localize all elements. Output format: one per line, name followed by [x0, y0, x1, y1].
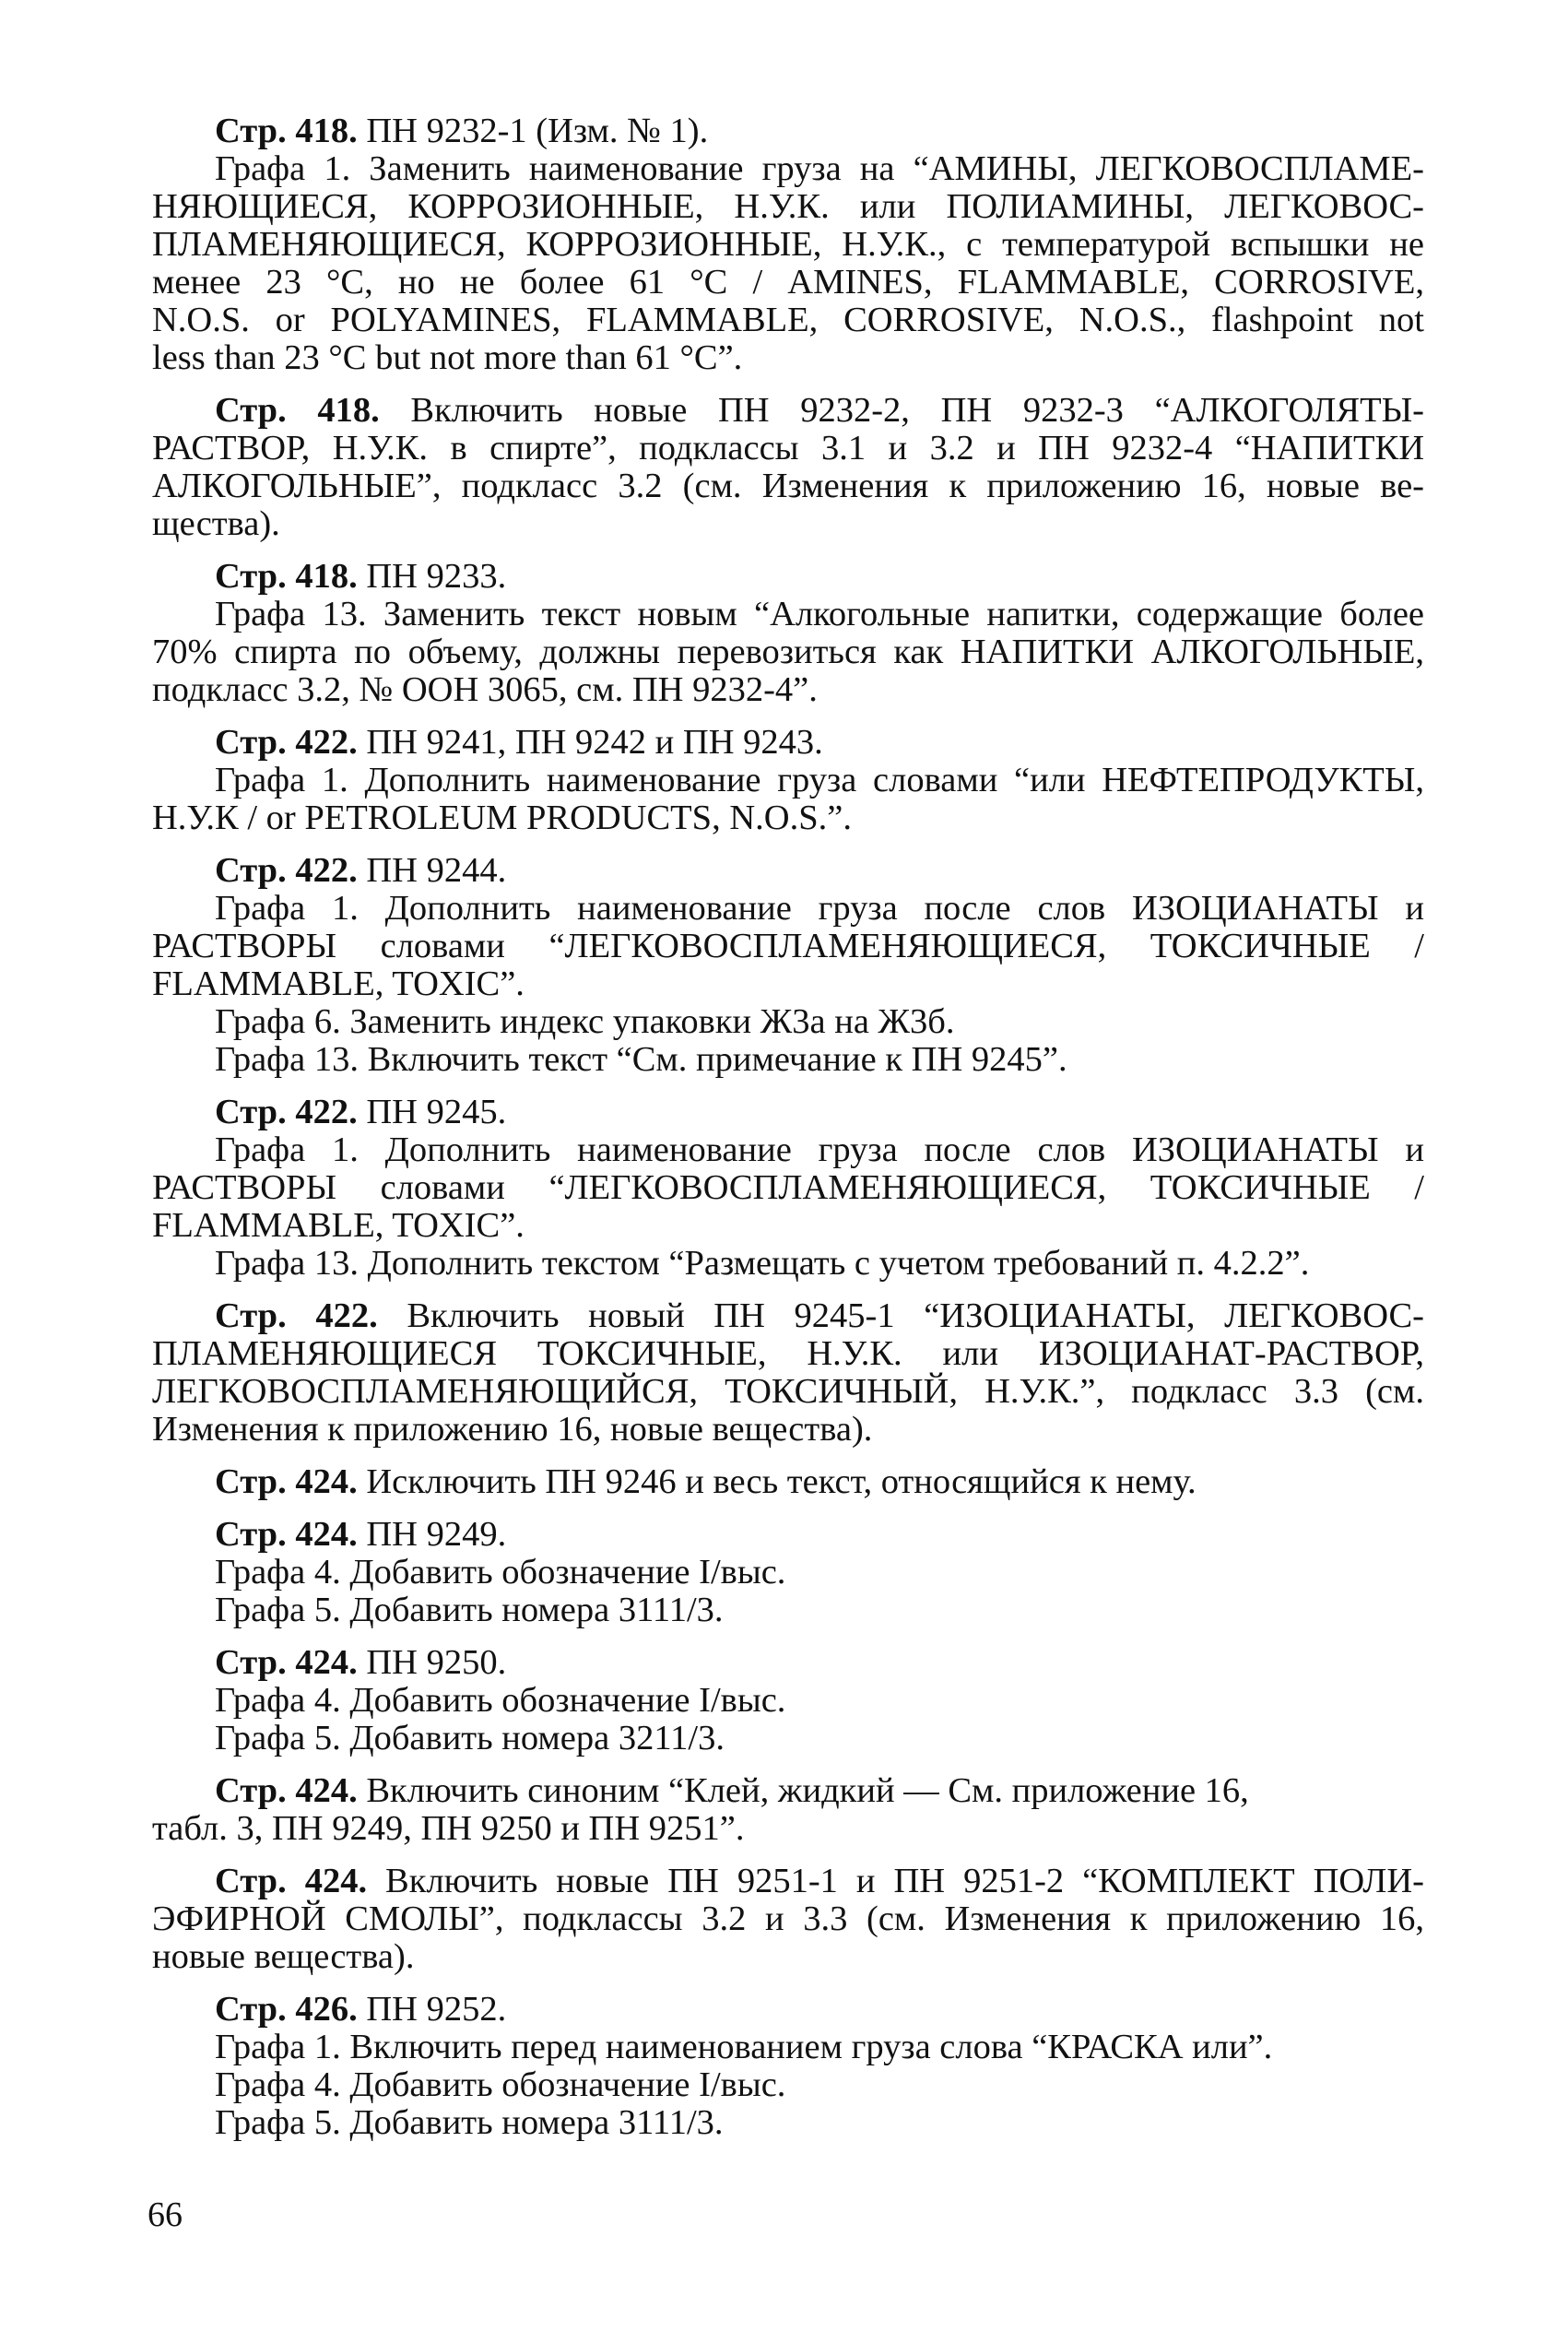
- page-reference: Стр. 424.: [215, 1862, 368, 1900]
- line-text: Графа 13. Заменить текст новым “Алкогольные напитки, содержащие более: [215, 595, 1424, 633]
- line-text: Графа 13. Включить текст “См. примечание к ПН 9245”.: [215, 1040, 1067, 1079]
- text-line: [152, 558, 1424, 596]
- line-text: ЭФИРНОЙ СМОЛЫ”, подклассы 3.2 и 3.3 (см. Изменения к приложению 16,: [152, 1899, 1424, 1938]
- line-text: Графа 13. Дополнить текстом “Размещать с учетом требований п. 4.2.2”.: [215, 1244, 1310, 1283]
- text-line: [152, 2104, 1424, 2142]
- text-line: [152, 1297, 1424, 1335]
- text-line: [152, 1245, 1424, 1283]
- amendment-entry: [152, 112, 1424, 377]
- text-line: [152, 1863, 1424, 1900]
- line-text: новые вещества).: [152, 1937, 415, 1976]
- line-text: Графа 5. Добавить номера 3111/3.: [215, 2103, 724, 2142]
- text-line: [152, 1900, 1424, 1938]
- text-line: [152, 264, 1424, 302]
- text-line: [152, 1516, 1424, 1554]
- text-line: [152, 1131, 1424, 1169]
- amendment-entry: [152, 1516, 1424, 1629]
- page-reference: Стр. 422.: [215, 723, 358, 762]
- line-text: менее 23 °С, но не более 61 °С / AMINES, FLAMMABLE, CORROSIVE,: [152, 263, 1424, 302]
- line-text: ПН 9252.: [357, 1990, 507, 2029]
- text-line: [152, 339, 1424, 377]
- text-line: [152, 1591, 1424, 1629]
- text-line: [152, 1810, 1424, 1848]
- amendment-entry: [152, 558, 1424, 709]
- line-text: Включить новые ПН 9251-1 и ПН 9251-2 “КОМПЛЕКТ ПОЛИ-: [367, 1862, 1424, 1900]
- page-reference: Стр. 424.: [215, 1515, 358, 1554]
- page-reference: Стр. 426.: [215, 1990, 358, 2029]
- text-line: [152, 1644, 1424, 1682]
- text-line: [152, 1463, 1424, 1501]
- line-text: Графа 4. Добавить обозначение I/выс.: [215, 1553, 786, 1591]
- page-reference: Стр. 418.: [215, 557, 358, 596]
- text-line: [152, 1991, 1424, 2029]
- line-text: РАСТВОРЫ словами “ЛЕГКОВОСПЛАМЕНЯЮЩИЕСЯ, ТОКСИЧНЫЕ /: [152, 927, 1424, 965]
- line-text: Графа 1. Включить перед наименованием груза слова “КРАСКА или”.: [215, 2028, 1273, 2066]
- text-line: [152, 467, 1424, 505]
- line-text: щества).: [152, 504, 280, 543]
- text-line: [152, 1772, 1424, 1810]
- line-text: РАСТВОР, Н.У.К. в спирте”, подклассы 3.1 и 3.2 и ПН 9232-4 “НАПИТКИ: [152, 429, 1424, 467]
- text-line: [152, 1411, 1424, 1449]
- text-line: [152, 1373, 1424, 1411]
- line-text: ПН 9232-1 (Изм. № 1).: [357, 112, 709, 150]
- text-line: [152, 188, 1424, 226]
- line-text: подкласс 3.2, № ООН 3065, см. ПН 9232-4”.: [152, 670, 818, 709]
- text-line: [152, 302, 1424, 339]
- text-line: [152, 965, 1424, 1003]
- text-line: [152, 505, 1424, 543]
- line-text: Графа 6. Заменить индекс упаковки Ж3а на Ж3б.: [215, 1002, 955, 1041]
- line-text: Н.У.К / or PETROLEUM PRODUCTS, N.O.S.”.: [152, 799, 852, 837]
- text-line: [152, 1003, 1424, 1041]
- line-text: ПН 9241, ПН 9242 и ПН 9243.: [357, 723, 823, 762]
- line-text: ПЛАМЕНЯЮЩИЕСЯ, КОРРОЗИОННЫЕ, Н.У.К., с температурой вспышки не: [152, 225, 1424, 264]
- text-line: [152, 226, 1424, 264]
- text-line: [152, 890, 1424, 928]
- text-line: [152, 150, 1424, 188]
- text-line: [152, 1041, 1424, 1079]
- amendment-entry: [152, 1772, 1424, 1848]
- amendment-entry: [152, 1644, 1424, 1757]
- line-text: НЯЮЩИЕСЯ, КОРРОЗИОННЫЕ, Н.У.К. или ПОЛИАМИНЫ, ЛЕГКОВОС-: [152, 187, 1424, 226]
- amendment-entry: [152, 852, 1424, 1079]
- text-line: [152, 1938, 1424, 1976]
- page-reference: Стр. 422.: [215, 1093, 358, 1131]
- text-line: [152, 2066, 1424, 2104]
- line-text: FLAMMABLE, TOXIC”.: [152, 1206, 525, 1245]
- page-reference: Стр. 424.: [215, 1643, 358, 1682]
- amendment-entry: [152, 1094, 1424, 1283]
- line-text: Графа 1. Дополнить наименование груза после слов ИЗОЦИАНАТЫ и: [215, 1130, 1424, 1169]
- page-reference: Стр. 422.: [215, 851, 358, 890]
- text-line: [152, 1094, 1424, 1131]
- amendment-entry: [152, 1297, 1424, 1449]
- text-line: [152, 1207, 1424, 1245]
- text-line: [152, 1169, 1424, 1207]
- amendment-entry: [152, 392, 1424, 543]
- line-text: ПН 9233.: [357, 557, 507, 596]
- line-text: Графа 4. Добавить обозначение I/выс.: [215, 2065, 786, 2104]
- line-text: Графа 1. Заменить наименование груза на “АМИНЫ, ЛЕГКОВОСПЛАМЕ-: [215, 149, 1424, 188]
- page-number: 66: [147, 2195, 183, 2234]
- line-text: Включить новый ПН 9245-1 “ИЗОЦИАНАТЫ, ЛЕГКОВОС-: [377, 1296, 1424, 1335]
- text-line: [152, 633, 1424, 671]
- page-reference: Стр. 424.: [215, 1771, 358, 1810]
- line-text: Графа 1. Дополнить наименование груза после слов ИЗОЦИАНАТЫ и: [215, 889, 1424, 928]
- line-text: Изменения к приложению 16, новые вещества).: [152, 1410, 873, 1449]
- text-line: [152, 1682, 1424, 1720]
- text-line: [152, 799, 1424, 837]
- amendment-entry: [152, 1863, 1424, 1976]
- line-text: ПН 9244.: [357, 851, 507, 890]
- text-line: [152, 1335, 1424, 1373]
- line-text: РАСТВОРЫ словами “ЛЕГКОВОСПЛАМЕНЯЮЩИЕСЯ, ТОКСИЧНЫЕ /: [152, 1168, 1424, 1207]
- text-line: [152, 112, 1424, 150]
- line-text: ПН 9250.: [357, 1643, 507, 1682]
- line-text: ЛЕГКОВОСПЛАМЕНЯЮЩИЙСЯ, ТОКСИЧНЫЙ, Н.У.К.”, подкласс 3.3 (см.: [152, 1372, 1424, 1411]
- line-text: АЛКОГОЛЬНЫЕ”, подкласс 3.2 (см. Изменения к приложению 16, новые ве-: [152, 467, 1424, 505]
- line-text: Графа 1. Дополнить наименование груза словами “или НЕФТЕПРОДУКТЫ,: [215, 761, 1424, 799]
- line-text: 70% спирта по объему, должны перевозиться как НАПИТКИ АЛКОГОЛЬНЫЕ,: [152, 633, 1424, 671]
- line-text: Включить синоним “Клей, жидкий — См. приложение 16,: [357, 1771, 1249, 1810]
- text-line: [152, 762, 1424, 799]
- amendment-entry: [152, 1991, 1424, 2142]
- text-line: [152, 724, 1424, 762]
- text-line: [152, 1720, 1424, 1757]
- text-line: [152, 596, 1424, 633]
- page-reference: Стр. 422.: [215, 1296, 378, 1335]
- line-text: Исключить ПН 9246 и весь текст, относящийся к нему.: [357, 1462, 1197, 1501]
- text-line: [152, 671, 1424, 709]
- text-line: [152, 928, 1424, 965]
- page-reference: Стр. 418.: [215, 112, 358, 150]
- document-page: [152, 112, 1424, 2157]
- line-text: табл. 3, ПН 9249, ПН 9250 и ПН 9251”.: [152, 1809, 745, 1848]
- page-reference: Стр. 418.: [215, 391, 380, 430]
- line-text: ПН 9249.: [357, 1515, 507, 1554]
- line-text: Графа 4. Добавить обозначение I/выс.: [215, 1681, 786, 1720]
- text-line: [152, 2029, 1424, 2066]
- line-text: Графа 5. Добавить номера 3111/3.: [215, 1591, 724, 1629]
- line-text: ПН 9245.: [357, 1093, 507, 1131]
- line-text: N.O.S. or POLYAMINES, FLAMMABLE, CORROSIVE, N.O.S., flashpoint not: [152, 301, 1424, 339]
- amendment-entry: [152, 724, 1424, 837]
- text-line: [152, 852, 1424, 890]
- text-line: [152, 430, 1424, 467]
- text-line: [152, 1554, 1424, 1591]
- line-text: ПЛАМЕНЯЮЩИЕСЯ ТОКСИЧНЫЕ, Н.У.К. или ИЗОЦИАНАТ-РАСТВОР,: [152, 1334, 1424, 1373]
- amendment-entry: [152, 1463, 1424, 1501]
- line-text: Включить новые ПН 9232-2, ПН 9232-3 “АЛКОГОЛЯТЫ-: [379, 391, 1424, 430]
- page-reference: Стр. 424.: [215, 1462, 358, 1501]
- text-line: [152, 392, 1424, 430]
- line-text: less than 23 °С but not more than 61 °С”.: [152, 338, 743, 377]
- line-text: FLAMMABLE, TOXIC”.: [152, 964, 525, 1003]
- line-text: Графа 5. Добавить номера 3211/3.: [215, 1719, 725, 1757]
